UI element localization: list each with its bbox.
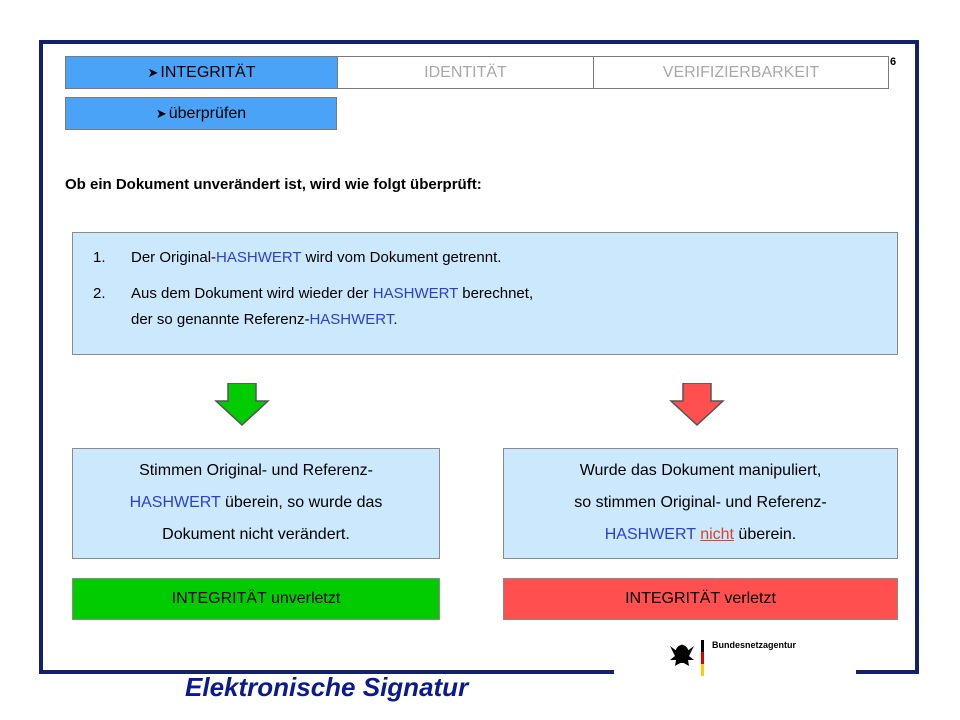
- arrow-right-icon: ➤: [147, 64, 159, 80]
- arrow-down-green-icon: [214, 383, 270, 427]
- step-text: Der Original-HASHWERT wird vom Dokument getrennt.: [131, 249, 502, 266]
- step-item: [93, 281, 897, 333]
- arrow-right-icon: ➤: [155, 105, 167, 121]
- subtab-label: überprüfen: [168, 104, 247, 122]
- tab-verifizierbarkeit[interactable]: [594, 57, 888, 88]
- step-text: Aus dem Dokument wird wieder der HASHWERT berechnet, der so genannte Referenz-HASHWERT.: [131, 285, 534, 328]
- status-integrity-intact: INTEGRITÄT unverletzt: [72, 578, 440, 620]
- result-manipulated-box: Wurde das Dokument manipuliert, so stimmen Original- und Referenz- HASHWERT nicht überein.: [503, 448, 898, 559]
- tab-label: INTEGRITÄT: [160, 63, 256, 81]
- tab-label: IDENTITÄT: [424, 63, 507, 81]
- tab-integritaet[interactable]: [66, 57, 338, 88]
- step-item: [93, 245, 897, 271]
- frame-bottom-border-right: [856, 670, 919, 674]
- footer-title: Elektronische Signatur: [185, 672, 469, 702]
- frame-right-border: [915, 40, 919, 674]
- subtab-ueberpruefen[interactable]: [65, 97, 337, 130]
- logo-text: Bundesnetzagentur: [712, 640, 797, 650]
- frame-top-border: [39, 40, 919, 44]
- steps-box: [72, 232, 898, 355]
- intro-text: Ob ein Dokument unverändert ist, wird wie folgt überprüft:: [65, 176, 482, 193]
- slide-number: 6: [890, 56, 897, 68]
- step-number: 2.: [93, 285, 106, 302]
- tab-label: VERIFIZIERBARKEIT: [662, 63, 820, 81]
- tab-bar: [65, 56, 889, 89]
- frame-left-border: [39, 40, 43, 674]
- arrow-down-red-icon: [669, 383, 725, 427]
- tab-identitaet[interactable]: [338, 57, 594, 88]
- step-number: 1.: [93, 249, 106, 266]
- result-unchanged-box: Stimmen Original- und Referenz- HASHWERT überein, so wurde das Dokument nicht verändert.: [72, 448, 440, 559]
- status-integrity-violated: INTEGRITÄT verletzt: [503, 578, 898, 620]
